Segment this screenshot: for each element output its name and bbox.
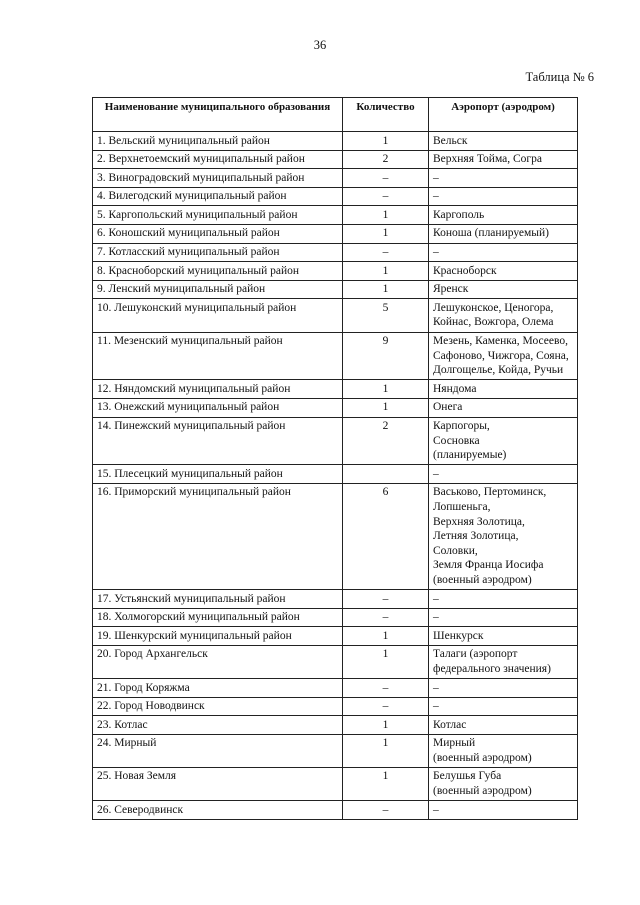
quantity-cell: 1 xyxy=(343,224,429,243)
municipality-name-cell: 15. Плесецкий муниципальный район xyxy=(93,465,343,484)
airport-cell xyxy=(429,169,578,188)
municipality-name-cell: 16. Приморский муниципальный район xyxy=(93,483,343,589)
table-row xyxy=(93,645,578,678)
quantity-cell: 1 xyxy=(343,132,429,151)
airport-line: Лешуконское, Ценогора, xyxy=(433,301,554,314)
table-row xyxy=(93,483,578,589)
municipality-name-cell: 2. Верхнетоемский муниципальный район xyxy=(93,150,343,169)
table-row xyxy=(93,380,578,399)
quantity-cell: 1 xyxy=(343,262,429,281)
table-row xyxy=(93,801,578,820)
airport-line: Няндома xyxy=(433,382,477,395)
airport-cell xyxy=(429,608,578,627)
airport-cell xyxy=(429,332,578,380)
airport-cell xyxy=(429,132,578,151)
airport-cell xyxy=(429,734,578,767)
municipality-name-cell: 18. Холмогорский муниципальный район xyxy=(93,608,343,627)
airport-cell xyxy=(429,299,578,332)
airport-line: Яренск xyxy=(433,283,469,296)
quantity-cell: – xyxy=(343,697,429,716)
airport-cell xyxy=(429,465,578,484)
airport-line: Онега xyxy=(433,401,463,414)
airport-line: Сафоново, Чижгора, Сояна, xyxy=(433,349,569,362)
quantity-cell: 1 xyxy=(343,380,429,399)
header-name: Наименование муниципального образования xyxy=(93,98,343,132)
municipality-name-cell: 23. Котлас xyxy=(93,716,343,735)
airport-line: Долгощелье, Койда, Ручьи xyxy=(433,364,564,377)
airport-line: Мирный xyxy=(433,737,476,750)
header-airport: Аэропорт (аэродром) xyxy=(429,98,578,132)
airport-line: – xyxy=(433,803,439,816)
table-header-row xyxy=(93,98,578,132)
municipality-name-cell: 26. Северодвинск xyxy=(93,801,343,820)
airport-cell xyxy=(429,187,578,206)
airport-line: Васьково, Пертоминск, xyxy=(433,486,547,499)
municipality-name-cell: 25. Новая Земля xyxy=(93,767,343,800)
municipality-name-cell: 7. Котласский муниципальный район xyxy=(93,243,343,262)
quantity-cell: 1 xyxy=(343,206,429,225)
table-row xyxy=(93,187,578,206)
airport-line: – xyxy=(433,592,439,605)
airport-cell xyxy=(429,380,578,399)
municipality-name-cell: 9. Ленский муниципальный район xyxy=(93,280,343,299)
quantity-cell: 1 xyxy=(343,645,429,678)
airport-line: Мезень, Каменка, Мосеево, xyxy=(433,335,568,348)
municipality-name-cell: 22. Город Новодвинск xyxy=(93,697,343,716)
airport-line: – xyxy=(433,467,439,480)
airport-cell xyxy=(429,645,578,678)
airport-cell xyxy=(429,150,578,169)
airport-cell xyxy=(429,224,578,243)
airport-line: (военный аэродром) xyxy=(433,573,532,586)
quantity-cell: – xyxy=(343,679,429,698)
municipality-name-cell: 11. Мезенский муниципальный район xyxy=(93,332,343,380)
airport-line: Соловки, xyxy=(433,544,478,557)
airport-line: Талаги (аэропорт xyxy=(433,648,518,661)
airport-cell xyxy=(429,627,578,646)
airport-cell xyxy=(429,262,578,281)
municipality-name-cell: 8. Красноборский муниципальный район xyxy=(93,262,343,281)
table-caption: Таблица № 6 xyxy=(525,70,594,84)
table-row xyxy=(93,280,578,299)
airport-cell xyxy=(429,206,578,225)
airport-line: Земля Франца Иосифа xyxy=(433,559,544,572)
municipality-name-cell: 5. Каргопольский муниципальный район xyxy=(93,206,343,225)
municipality-name-cell: 13. Онежский муниципальный район xyxy=(93,398,343,417)
airport-line: Карпогоры, xyxy=(433,420,490,432)
quantity-cell: – xyxy=(343,169,429,188)
table-row xyxy=(93,697,578,716)
airport-cell xyxy=(429,590,578,609)
quantity-cell: 2 xyxy=(343,417,429,465)
airport-line: – xyxy=(433,681,439,694)
quantity-cell: 1 xyxy=(343,280,429,299)
airport-line: федерального значения) xyxy=(433,662,551,675)
header-quantity: Количество xyxy=(343,98,429,132)
quantity-cell: 1 xyxy=(343,716,429,735)
table-row xyxy=(93,627,578,646)
table-row xyxy=(93,243,578,262)
table-row xyxy=(93,608,578,627)
municipality-name-cell: 4. Вилегодский муниципальный район xyxy=(93,187,343,206)
table-row xyxy=(93,417,578,465)
quantity-cell: – xyxy=(343,187,429,206)
table-row xyxy=(93,224,578,243)
airport-line: – xyxy=(433,700,439,713)
table-row xyxy=(93,679,578,698)
municipality-name-cell: 12. Няндомский муниципальный район xyxy=(93,380,343,399)
quantity-cell: – xyxy=(343,243,429,262)
airport-line: Верхняя Золотица, xyxy=(433,515,525,528)
table-row xyxy=(93,767,578,800)
airport-cell xyxy=(429,697,578,716)
table-row xyxy=(93,398,578,417)
airport-cell xyxy=(429,243,578,262)
airport-line: – xyxy=(433,611,439,624)
quantity-cell: – xyxy=(343,801,429,820)
table-row xyxy=(93,734,578,767)
airport-cell xyxy=(429,417,578,465)
quantity-cell xyxy=(343,465,429,484)
quantity-cell: 5 xyxy=(343,299,429,332)
quantity-cell: – xyxy=(343,590,429,609)
municipality-name-cell: 6. Коношский муниципальный район xyxy=(93,224,343,243)
airport-line: Койнас, Вожгора, Олема xyxy=(433,316,554,329)
airport-line: (военный аэродром) xyxy=(433,785,532,798)
table-row xyxy=(93,332,578,380)
airport-cell xyxy=(429,280,578,299)
airport-cell xyxy=(429,716,578,735)
quantity-cell: 2 xyxy=(343,150,429,169)
airport-line: (планируемые) xyxy=(433,449,507,462)
quantity-cell: 9 xyxy=(343,332,429,380)
airport-line: – xyxy=(433,246,439,259)
municipality-name-cell: 1. Вельский муниципальный район xyxy=(93,132,343,151)
table-row xyxy=(93,262,578,281)
table-row xyxy=(93,465,578,484)
airport-line: Шенкурск xyxy=(433,629,484,642)
airport-cell xyxy=(429,767,578,800)
municipality-name-cell: 24. Мирный xyxy=(93,734,343,767)
municipality-name-cell: 10. Лешуконский муниципальный район xyxy=(93,299,343,332)
airports-table xyxy=(92,97,578,820)
table-row xyxy=(93,299,578,332)
municipality-name-cell: 3. Виноградовский муниципальный район xyxy=(93,169,343,188)
table-row xyxy=(93,206,578,225)
page-number: 36 xyxy=(313,38,327,52)
municipality-name-cell: 14. Пинежский муниципальный район xyxy=(93,417,343,465)
table-row xyxy=(93,169,578,188)
airport-line: Красноборск xyxy=(433,264,497,277)
quantity-cell: – xyxy=(343,608,429,627)
quantity-cell: 6 xyxy=(343,483,429,589)
table-row xyxy=(93,132,578,151)
quantity-cell: 1 xyxy=(343,398,429,417)
municipality-name-cell: 17. Устьянский муниципальный район xyxy=(93,590,343,609)
airport-line: Каргополь xyxy=(433,208,485,221)
municipality-name-cell: 19. Шенкурский муниципальный район xyxy=(93,627,343,646)
municipality-name-cell: 20. Город Архангельск xyxy=(93,645,343,678)
airport-line: – xyxy=(433,190,439,203)
quantity-cell: 1 xyxy=(343,767,429,800)
airport-line: Котлас xyxy=(433,718,467,731)
airport-line: Вельск xyxy=(433,134,468,147)
airport-line: Летняя Золотица, xyxy=(433,530,519,543)
airport-cell xyxy=(429,801,578,820)
airport-line: Белушья Губа xyxy=(433,770,502,783)
airport-line: Сосновка xyxy=(433,434,480,447)
table-body xyxy=(93,132,578,820)
municipality-name-cell: 21. Город Коряжма xyxy=(93,679,343,698)
airport-line: Лопшеньга, xyxy=(433,500,491,513)
airport-line: (военный аэродром) xyxy=(433,751,532,764)
airport-line: Верхняя Тойма, Согра xyxy=(433,153,542,166)
airport-line: Коноша (планируемый) xyxy=(433,227,550,240)
quantity-cell: 1 xyxy=(343,734,429,767)
airport-line: – xyxy=(433,171,439,184)
airport-cell xyxy=(429,679,578,698)
quantity-cell: 1 xyxy=(343,627,429,646)
table-row xyxy=(93,150,578,169)
table-row xyxy=(93,590,578,609)
airport-cell xyxy=(429,398,578,417)
table-row xyxy=(93,716,578,735)
airport-cell xyxy=(429,483,578,589)
